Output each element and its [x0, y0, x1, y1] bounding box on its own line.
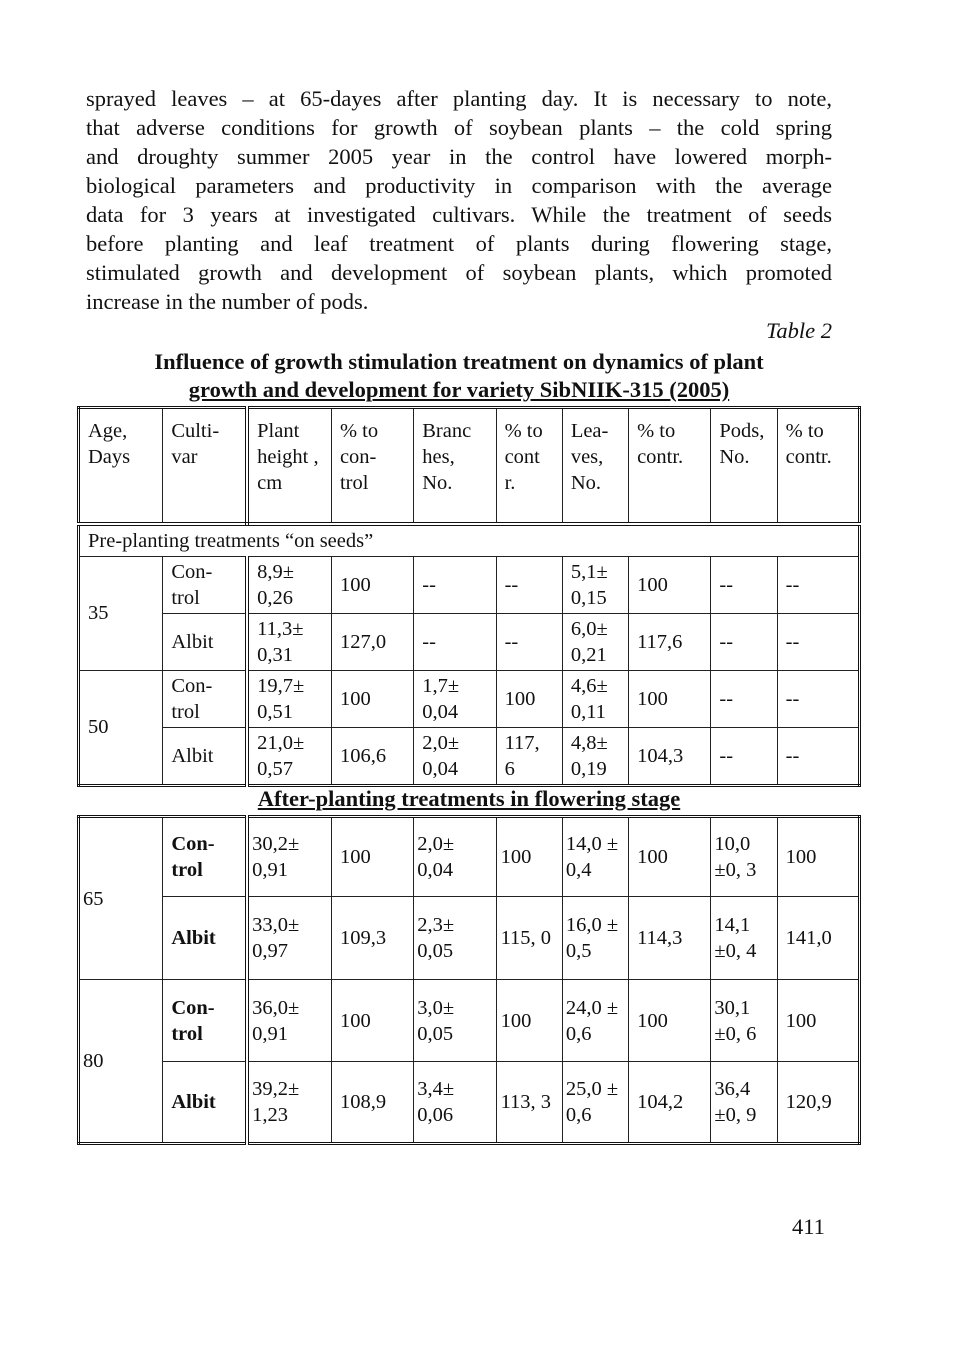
cell-leaves: 6,0± 0,21: [562, 613, 628, 670]
cell-pct-pods: --: [777, 556, 859, 613]
section-row: [79, 524, 860, 557]
header-cell: % to con- trol: [331, 408, 413, 524]
cell-pct-branches: 100: [496, 817, 562, 897]
cell-age: 50: [79, 670, 163, 785]
header-cell: Lea- ves, No.: [562, 408, 628, 524]
cell-pct-pods: 120,9: [777, 1062, 859, 1144]
cell-cultivar: Albit: [163, 613, 247, 670]
cell-pct-leaves: 114,3: [629, 897, 711, 980]
table-row: [79, 556, 860, 613]
paragraph-line: before planting and leaf treatment of plants during flowering stage,: [86, 231, 832, 256]
paragraph-line: that adverse conditions for growth of soybean plants – the cold spring: [86, 115, 832, 140]
cell-pct-branches: 115, 0: [496, 897, 562, 980]
cell-height: 19,7± 0,51: [247, 670, 331, 727]
cell-pct-height: 100: [331, 980, 413, 1062]
cell-age: 35: [79, 556, 163, 670]
cell-pct-height: 108,9: [331, 1062, 413, 1144]
cell-cultivar: Albit: [163, 897, 247, 980]
cell-height: 33,0± 0,97: [247, 897, 331, 980]
cell-branches: 3,4± 0,06: [414, 1062, 496, 1144]
cell-pods: --: [711, 670, 777, 727]
cell-pct-leaves: 117,6: [629, 613, 711, 670]
cell-pct-leaves: 100: [629, 980, 711, 1062]
cell-pct-leaves: 100: [629, 817, 711, 897]
cell-pods: --: [711, 613, 777, 670]
cell-pct-height: 106,6: [331, 727, 413, 785]
page-number: 411: [792, 1214, 825, 1239]
table-row: [79, 1062, 860, 1144]
cell-pct-branches: --: [496, 613, 562, 670]
header-cell: % to cont r.: [496, 408, 562, 524]
cell-pct-leaves: 104,2: [629, 1062, 711, 1144]
cell-pods: 30,1 ±0, 6: [711, 980, 777, 1062]
table-title-line2: growth and development for variety SibNIIK-315 (2005): [188, 377, 730, 402]
cell-pct-branches: 117, 6: [496, 727, 562, 785]
cell-pct-leaves: 104,3: [629, 727, 711, 785]
cell-pct-pods: 100: [777, 980, 859, 1062]
cell-pct-height: 127,0: [331, 613, 413, 670]
cell-height: 21,0± 0,57: [247, 727, 331, 785]
cell-branches: 1,7± 0,04: [414, 670, 496, 727]
cell-branches: --: [414, 613, 496, 670]
cell-pods: 10,0 ±0, 3: [711, 817, 777, 897]
cell-branches: 2,0± 0,04: [414, 727, 496, 785]
cell-height: 11,3± 0,31: [247, 613, 331, 670]
cell-pct-leaves: 100: [629, 670, 711, 727]
cell-branches: --: [414, 556, 496, 613]
header-row: [79, 408, 860, 524]
header-cell: Age, Days: [79, 408, 163, 524]
cell-pct-pods: 100: [777, 817, 859, 897]
cell-pct-branches: 113, 3: [496, 1062, 562, 1144]
cell-height: 39,2± 1,23: [247, 1062, 331, 1144]
paragraph-line: increase in the number of pods.: [86, 289, 369, 314]
header-cell: Pods, No.: [711, 408, 777, 524]
section-title-after-planting: [77, 786, 861, 812]
cell-pct-pods: 141,0: [777, 897, 859, 980]
cell-leaves: 25,0 ± 0,6: [562, 1062, 628, 1144]
paragraph-line: and droughty summer 2005 year in the control have lowered morph-: [86, 144, 832, 169]
cell-pct-height: 100: [331, 556, 413, 613]
table-row: [79, 980, 860, 1062]
table-label: Table 2: [765, 318, 832, 343]
cell-pct-height: 100: [331, 670, 413, 727]
cell-leaves: 16,0 ± 0,5: [562, 897, 628, 980]
cell-branches: 2,0± 0,04: [414, 817, 496, 897]
cell-pods: --: [711, 556, 777, 613]
paragraph-line: biological parameters and productivity in comparison with the average: [86, 173, 832, 198]
table-row: [79, 817, 860, 897]
cell-pods: --: [711, 727, 777, 785]
cell-pct-leaves: 100: [629, 556, 711, 613]
cell-cultivar: Con- trol: [163, 670, 247, 727]
header-cell: Culti- var: [163, 408, 247, 524]
paragraph-line: stimulated growth and development of soybean plants, which promoted: [86, 260, 832, 285]
cell-cultivar: Con- trol: [163, 817, 247, 897]
paragraph-line: data for 3 years at investigated cultivars. While the treatment of seeds: [86, 202, 832, 227]
cell-pct-height: 100: [331, 817, 413, 897]
cell-leaves: 4,8± 0,19: [562, 727, 628, 785]
table-title: [86, 348, 832, 404]
cell-pct-pods: --: [777, 670, 859, 727]
table-row: [79, 613, 860, 670]
cell-pods: 36,4 ±0, 9: [711, 1062, 777, 1144]
cell-cultivar: Con- trol: [163, 980, 247, 1062]
cell-pct-branches: 100: [496, 670, 562, 727]
cell-height: 30,2± 0,91: [247, 817, 331, 897]
cell-leaves: 4,6± 0,11: [562, 670, 628, 727]
cell-height: 8,9± 0,26: [247, 556, 331, 613]
section-title-pre-planting: Pre-planting treatments “on seeds”: [79, 524, 860, 557]
table-pre-planting: [77, 406, 861, 787]
cell-leaves: 14,0 ± 0,4: [562, 817, 628, 897]
cell-pct-pods: --: [777, 727, 859, 785]
cell-leaves: 24,0 ± 0,6: [562, 980, 628, 1062]
table-row: [79, 670, 860, 727]
table-title-line1: Influence of growth stimulation treatment on dynamics of plant: [154, 349, 764, 374]
cell-pods: 14,1 ±0, 4: [711, 897, 777, 980]
header-cell: Plant height , cm: [247, 408, 331, 524]
cell-cultivar: Con- trol: [163, 556, 247, 613]
cell-cultivar: Albit: [163, 1062, 247, 1144]
cell-pct-pods: --: [777, 613, 859, 670]
paragraph-line: sprayed leaves – at 65-dayes after planting day. It is necessary to note,: [86, 86, 832, 111]
cell-age: 80: [79, 980, 163, 1144]
table-row: [79, 727, 860, 785]
cell-pct-branches: --: [496, 556, 562, 613]
cell-cultivar: Albit: [163, 727, 247, 785]
table-row: [79, 897, 860, 980]
cell-height: 36,0± 0,91: [247, 980, 331, 1062]
header-cell: Branc hes, No.: [414, 408, 496, 524]
header-cell: % to contr.: [629, 408, 711, 524]
table-after-planting: [77, 815, 861, 1145]
cell-leaves: 5,1± 0,15: [562, 556, 628, 613]
cell-age: 65: [79, 817, 163, 980]
cell-branches: 3,0± 0,05: [414, 980, 496, 1062]
cell-pct-branches: 100: [496, 980, 562, 1062]
section-title-text: After-planting treatments in flowering stage: [257, 786, 681, 811]
cell-branches: 2,3± 0,05: [414, 897, 496, 980]
body-paragraph: [86, 84, 832, 316]
cell-pct-height: 109,3: [331, 897, 413, 980]
header-cell: % to contr.: [777, 408, 859, 524]
